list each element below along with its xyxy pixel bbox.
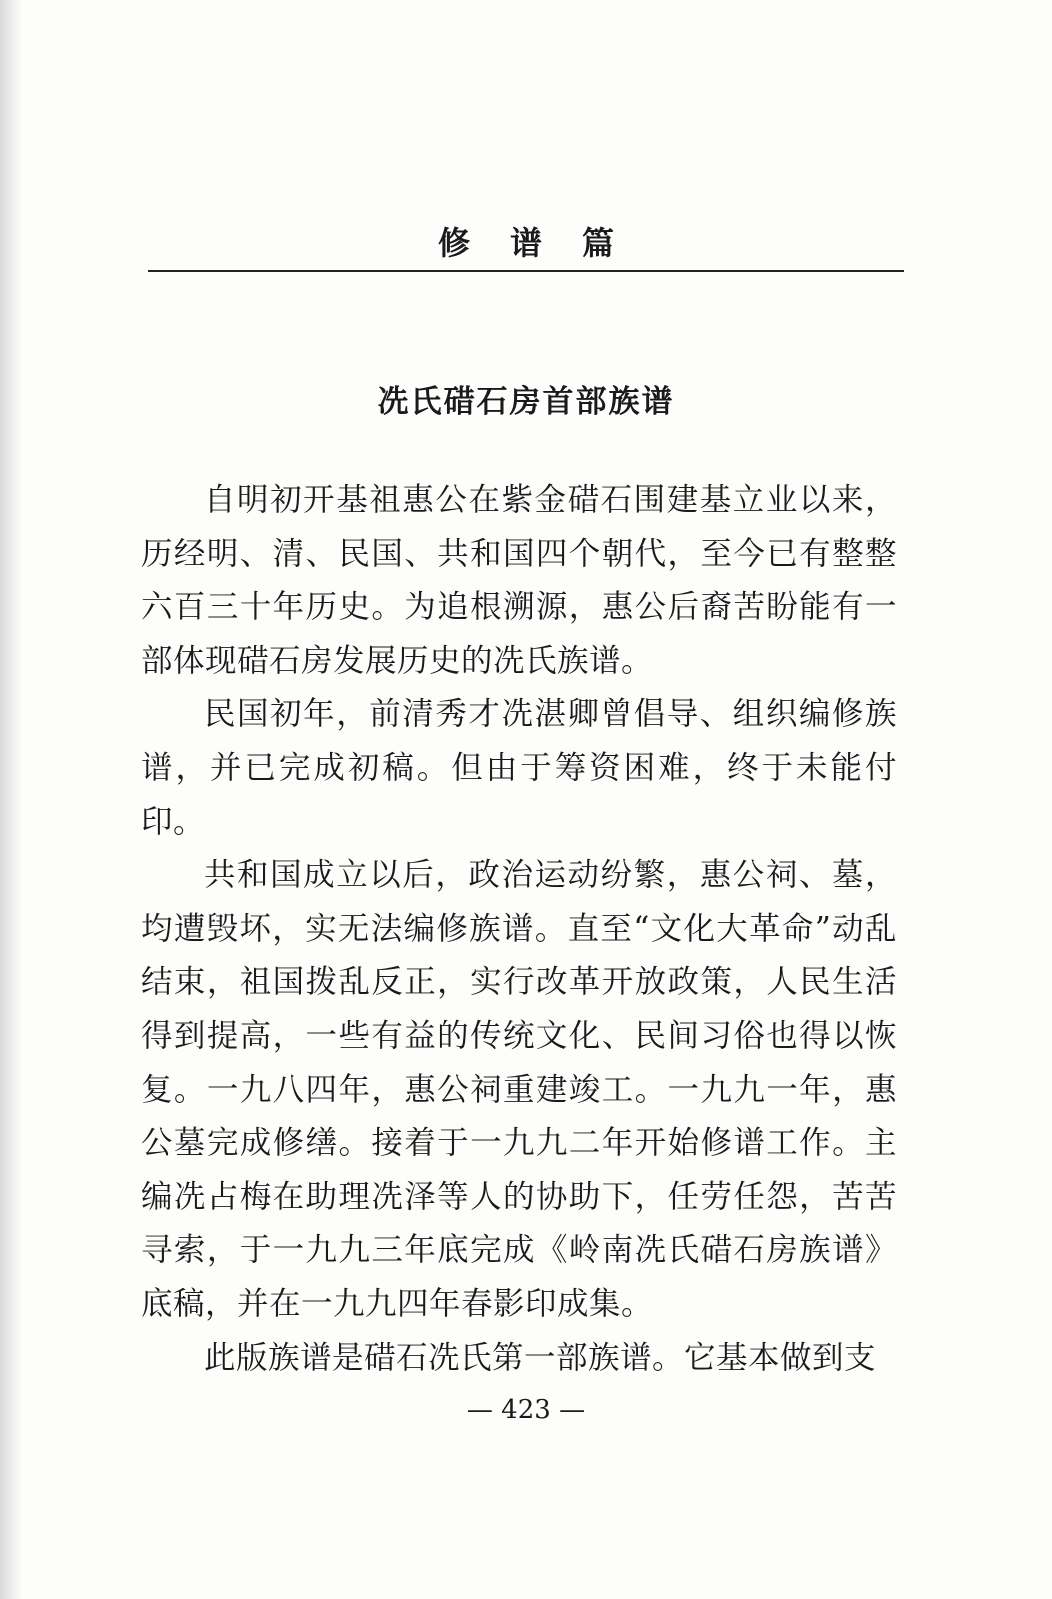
body-text bbox=[141, 474, 897, 1385]
paragraph: 自明初开基祖惠公在紫金碏石围建基立业以来，历经明、清、民国、共和国四个朝代，至今已有整整六百三十年历史。为追根溯源，惠公后裔苦盼能有一部体现碏石房发展历史的冼氏族谱。 bbox=[141, 482, 897, 679]
paragraph: 共和国成立以后，政治运动纷繁，惠公祠、墓，均遭毁坏，实无法编修族谱。直至“文化大革命”动乱结束，祖国拨乱反正，实行改革开放政策，人民生活得到提高，一些有益的传统文化、民间习俗也得以恢复。一九八四年，惠公祠重建竣工。一九九一年，惠公墓完成修缮。接着于一九九二年开始修谱工作。主编冼占梅在助理冼泽等人的协助下，任劳任怨，苦苦寻索，于一九九三年底完成《岭南冼氏碏石房族谱》底稿，并在一九九四年春影印成集。 bbox=[141, 857, 897, 1322]
paragraph: 此版族谱是碏石冼氏第一部族谱。它基本做到支 bbox=[204, 1339, 877, 1376]
spine-shadow bbox=[0, 0, 22, 1599]
article-title: 冼氏碏石房首部族谱 bbox=[377, 384, 675, 420]
running-head: 修谱篇 bbox=[437, 224, 654, 262]
page-number: — 423 — bbox=[466, 1395, 586, 1425]
header-rule bbox=[148, 270, 904, 272]
paragraph: 民国初年，前清秀才冼湛卿曾倡导、组织编修族谱，并已完成初稿。但由于筹资困难，终于未能付印。 bbox=[141, 696, 897, 840]
